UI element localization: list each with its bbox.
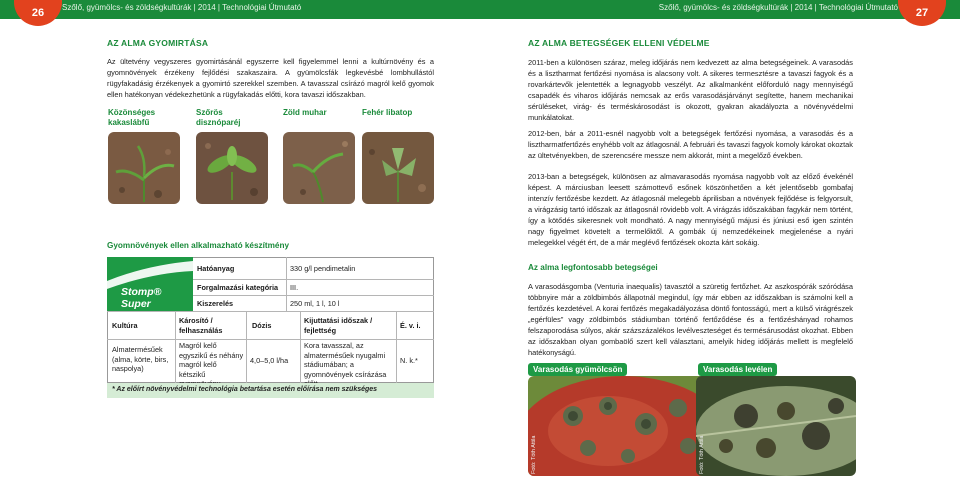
page-number-left: 26 — [14, 0, 62, 26]
right-paragraph-3: 2013-ban a betegségek, különösen az almavarasodás nyomása nagyobb volt az előző évekénél képest. A márciusban leesett számottevő esőnek köszönhetően a két jelentősebb gombafaj intenzív fertőzésbe kezdett. Az átlagosnál melegebb áprilisban a növények fejlődése is felgyorsult, a virágzásig tartó időszak az átlagosnál rövidebb volt. A virágzás időszakában fagykár nem történt, így a kötődés sikeresnek volt mondható. A nagy mennyiségű májusi és júniusi eső igen szintén nagy figyelmet követelt a termelőktől. A gombák új nemzedékeinek megjelenése a nyári melegekkel végét ért, de a már meglévő fertőzések okozta kárt sokáig. — [528, 172, 853, 247]
cell-target: Magról kelő egyszikű és néhány magról kelő kétszikű — [179, 341, 244, 379]
col-ev: É. v. i. — [400, 321, 421, 330]
right-section-title: AZ ALMA BETEGSÉGEK ELLENI VÉDELME — [528, 38, 710, 48]
credit-scab-leaf: Fotó: Tóth Attila — [699, 435, 705, 474]
table-divider — [107, 311, 434, 312]
weed-card-3 — [283, 108, 355, 204]
weed-card-4 — [362, 108, 434, 204]
table-heading: Gyomnövények ellen alkalmazható készítmény — [107, 241, 290, 250]
right-paragraph-1: 2011-ben a különösen száraz, meleg időjárás nem kedvezett az alma betegségeinek. A varasodás és a lisztharmat fertőzési nyomása is alacsony volt. A sikeres termesztésre a tavaszi fagyok és a rovarkártevők jelentették a legnagyobb veszélyt. Az alkalmanként előforduló nagy mennyiségű csapadék és viharos időjárás nemcsak az erős varasodásjárványt segítette, hanem mechanikai sérüléseket, virág- és terméskárosodást is okozott, gyakran akadályozta a növényvédelmi munkálatokat. — [528, 58, 853, 122]
right-subheading: Az alma legfontosabb betegségei — [528, 263, 658, 272]
weed-card-1 — [108, 108, 180, 204]
weed-photo — [362, 132, 434, 204]
left-section-title: AZ ALMA GYOMIRTÁSA — [107, 38, 209, 48]
right-closing-paragraph: A varasodásgomba (Venturia inaequalis) tavasztól a szüretig fertőzhet. Az aszkospórák szóródása többnyire már a zöldbimbós állapotnál megindul, így már ebben az időszakban is számolni kell a fertőzés kezdetével. A korai fertőzés megakadályozása döntő fontosságú, mert a külső virágrészek „egérfüles” vagy zöldbimbós stádiumban történő fertőződése és a fertőzéshányad rohamos felszaporodása súlyos, akár százszázalékos levélveszteséget és termésárusodást okozhat. Ebben az időszakban olyan gombaölő szert kell választani, amelyik hideg időjárás mellett is megfelelő hatékonyságú. — [528, 282, 853, 357]
col-culture: Kultúra — [112, 321, 138, 330]
col-target: Károsító / felhasználás — [179, 316, 223, 335]
cell-ev: N. k.* — [400, 356, 418, 365]
product-logo — [107, 257, 193, 311]
cell-culture: Almatermésűek (alma, körte, birs, naspolya) — [112, 345, 169, 373]
weed-name: Fehér libatop — [362, 108, 413, 117]
col-dose: Dózis — [252, 321, 272, 330]
left-intro-paragraph: Az ültetvény vegyszeres gyomirtásánál egyszerre kell figyelemmel lenni a kultúrnövény és a gyomnövények érzékeny fejlődési szakaszaira. A gyümölcsfák legkevésbé lombhullástól rügyfakadásig érzékenyek a gyomirtó szerekkel szemben. A tavasszal csírázó magról kelő gyomok ellen hatékonyan védekezhetünk a rügyfakadás előtti, kora tavaszi időszakban. — [107, 57, 434, 99]
right-paragraph-2: 2012-ben, bár a 2011-esnél nagyobb volt a betegségek fertőzési nyomása, a varasodás és a lisztharmatfertőzés enyhébb volt az átlagosnál. A februári és tavaszi fagyok komoly károkat okoztak az ültetvényekben, de szerencsére messze nem akkorát, mint a megelőző években. — [528, 129, 853, 160]
label-scab-leaf: Varasodás levélen — [698, 363, 777, 376]
table-divider — [107, 339, 434, 340]
header-bar — [0, 0, 960, 19]
running-title-right: Szőlő, gyümölcs- és zöldségkultúrák | 2014 | Technológiai Útmutató — [658, 3, 898, 12]
value-packaging: 250 ml, 1 l, 10 l — [290, 299, 340, 308]
value-active-ingredient: 330 g/l pendimetalin — [290, 264, 356, 273]
table-divider — [193, 295, 434, 296]
label-scab-fruit: Varasodás gyümölcsön — [528, 363, 627, 376]
label-category: Forgalmazási kategória — [197, 283, 279, 292]
photo-scab-fruit — [528, 376, 718, 476]
product-logo-text: Stomp® Super — [121, 286, 162, 310]
table-divider — [175, 311, 176, 383]
weed-card-2 — [196, 108, 268, 204]
credit-scab-fruit: Fotó: Tóth Attila — [531, 435, 537, 474]
weed-name: Közönséges kakaslábfű — [108, 108, 156, 127]
table-divider — [300, 311, 301, 383]
page-number-right: 27 — [898, 0, 946, 26]
weed-photo — [283, 132, 355, 204]
table-divider — [246, 311, 247, 383]
table-divider — [286, 257, 287, 311]
col-timing: Kijuttatási időszak / fejlettség — [304, 316, 373, 335]
table-divider — [396, 311, 397, 383]
value-category: III. — [290, 283, 299, 292]
table-divider — [193, 279, 434, 280]
photo-scab-leaf — [696, 376, 856, 476]
weed-photo — [196, 132, 268, 204]
weed-photo — [108, 132, 180, 204]
weed-name: Szőrös disznóparéj — [196, 108, 241, 127]
cell-dose: 4,0–5,0 l/ha — [250, 356, 289, 365]
weed-name: Zöld muhar — [283, 108, 327, 117]
table-footnote: * Az előírt növényvédelmi technológia betartása esetén előírása nem szükséges — [107, 383, 434, 398]
cell-timing: Kora tavasszal, az almatermésűek nyugalmi stádiumában; a gyomnövények csírázása — [304, 341, 387, 379]
label-active-ingredient: Hatóanyag — [197, 264, 235, 273]
label-packaging: Kiszerelés — [197, 299, 234, 308]
running-title-left: Szőlő, gyümölcs- és zöldségkultúrák | 2014 | Technológiai Útmutató — [62, 3, 302, 12]
